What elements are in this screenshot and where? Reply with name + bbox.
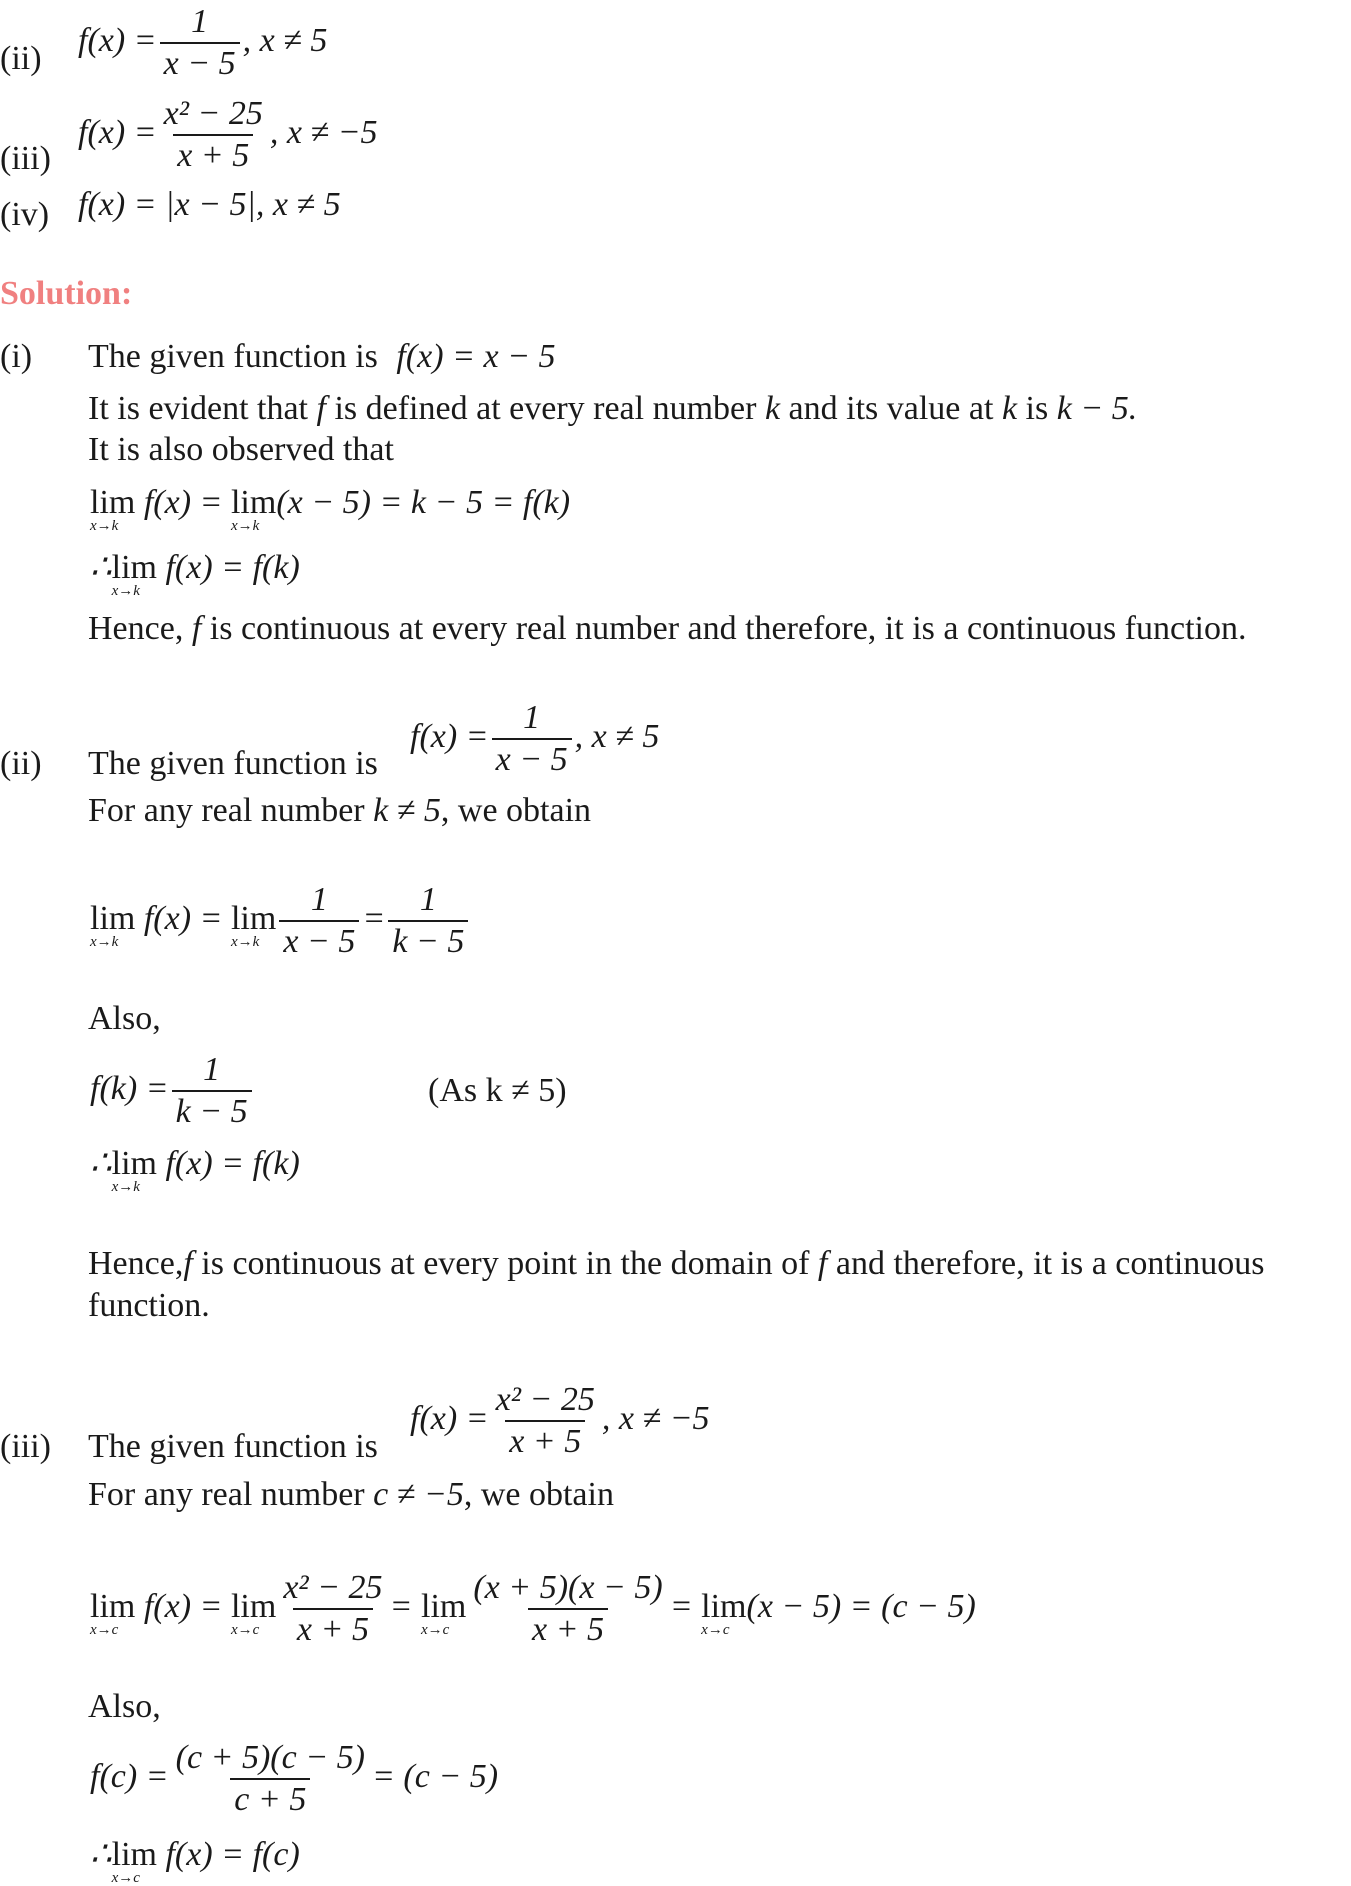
fraction: $\frac{1}{k - 5}$ [388,882,468,960]
math-expression: f(x) = $\frac{\text{x² − 25}}{x + 5}$ , x ≠ −5 [78,95,378,174]
paragraph-line: Also, [88,1688,161,1725]
limit-equation: ∴lim x→c f(x) = f(c) [90,1836,300,1886]
paragraph-line: It is also observed that [88,431,394,468]
fraction: $\frac{1}{x - 5}$ [160,4,240,82]
paragraph-line: The given function is f(x) = x − 5 [88,338,556,375]
paragraph-line: Hence,f is continuous at every point in the domain of f and therefore, it is a continuous [88,1245,1265,1282]
paragraph-line: Hence, f is continuous at every real number and therefore, it is a continuous function. [88,610,1247,647]
fraction: $\frac{(c + 5)(c - 5)}{c + 5}$ [175,1739,365,1818]
part-label: (i) [0,338,33,375]
math-expression: f(x) = $\frac{1}{x - 5}$ , x ≠ 5 [78,3,328,82]
fraction: $\frac{1}{x - 5}$ [492,700,572,778]
item-label: (iv) [0,196,50,233]
math-note: (As k ≠ 5) [428,1072,567,1109]
part-label: (iii) [0,1428,51,1465]
limit-equation: ∴lim x→k f(x) = f(k) [90,1145,300,1195]
paragraph-line: For any real number k ≠ 5, we obtain [88,792,592,829]
fraction: $\frac{(x + 5)(x - 5)}{x + 5}$ [473,1569,663,1648]
fraction: $\frac{\text{x² − 25}}{x + 5}$ [163,95,263,174]
limit-equation: lim x→c f(x) = lim x→c $\frac{\text{x² − 25}}{x + 5}$ = lim x→c $\frac{(x + 5)(x - 5)}{x + 5}$ = lim x→c (x − 5) = (c − 5) [90,1569,976,1648]
paragraph-line: function. [88,1287,210,1324]
math-expression: f(x) = $\frac{\text{x² − 25}}{x + 5}$ , x ≠ −5 [410,1381,710,1460]
paragraph-line: The given function is [88,1428,378,1465]
math-expression: f(x) = $\frac{1}{x - 5}$ , x ≠ 5 [410,699,660,778]
limit-equation: ∴lim x→k f(x) = f(k) [90,549,300,599]
math-expression: f(c) = $\frac{(c + 5)(c - 5)}{c + 5}$ = (c − 5) [90,1739,499,1818]
math-expression: f(k) = $\frac{1}{k - 5}$ [90,1052,255,1130]
math-expression: f(x) = |x − 5|, x ≠ 5 [78,186,341,223]
fraction: $\frac{1}{x - 5}$ [279,882,359,960]
solution-heading: Solution: [0,275,133,312]
paragraph-line: Also, [88,1000,161,1037]
item-label: (iii) [0,140,51,177]
limit-equation: lim x→k f(x) = lim x→k (x − 5) = k − 5 = f(k) [90,484,571,534]
paragraph-line: For any real number c ≠ −5, we obtain [88,1476,614,1513]
item-label: (ii) [0,40,42,77]
part-label: (ii) [0,745,42,782]
paragraph-line: The given function is [88,745,378,782]
limit-equation: lim x→k f(x) = lim x→k $\frac{1}{x - 5}$ = $\frac{1}{k - 5}$ [90,882,471,960]
paragraph-line: It is evident that f is defined at every real number k and its value at k is k − 5. [88,390,1138,427]
fraction: $\frac{\text{x² − 25}}{x + 5}$ [283,1569,383,1648]
fraction: $\frac{\text{x² − 25}}{x + 5}$ [495,1381,595,1460]
fraction: $\frac{1}{k - 5}$ [172,1052,252,1130]
